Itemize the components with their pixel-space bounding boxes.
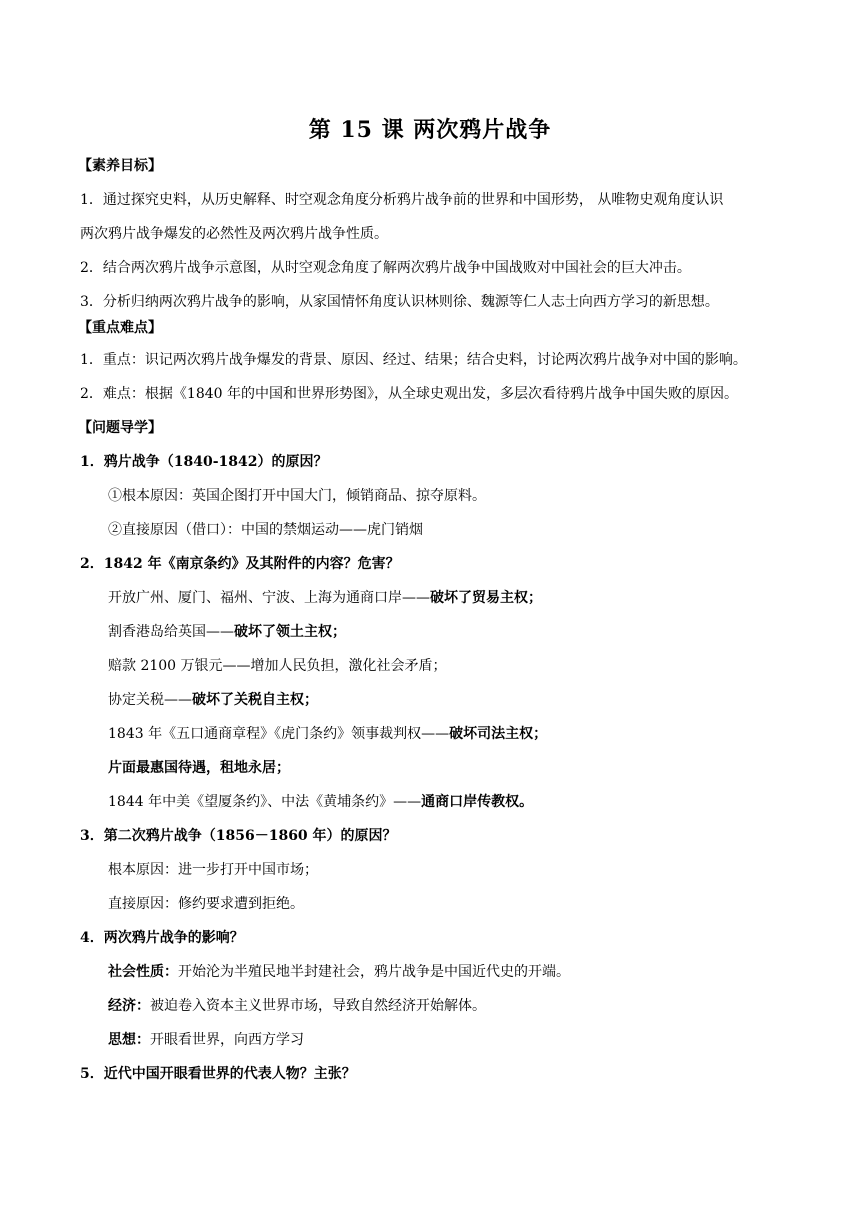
q2-line-1-bold: 破坏了贸易主权； <box>430 590 542 606</box>
q4-line-2-text: 被迫卷入资本主义世界市场，导致自然经济开始解体。 <box>150 998 486 1014</box>
q2-line-5-bold: 破坏司法主权； <box>449 726 548 742</box>
q3-answer-b: 直接原因：修约要求遭到拒绝。 <box>108 896 304 912</box>
q4-line-1-text: 开始沦为半殖民地半封建社会，鸦片战争是中国近代史的开端。 <box>178 964 570 980</box>
q4-line-2-label: 经济： <box>108 998 150 1014</box>
q3-answer-a: 根本原因：进一步打开中国市场； <box>108 862 318 878</box>
goal-2: 2．结合两次鸦片战争示意图，从时空观念角度了解两次鸦片战争中国战败对中国社会的巨大冲击。 <box>80 260 691 276</box>
question-3-title: 3．第二次鸦片战争（1856－1860 年）的原因？ <box>80 828 397 844</box>
q2-line-1-text: 开放广州、厦门、福州、宁波、上海为通商口岸—— <box>108 590 430 606</box>
question-1-title: 1．鸦片战争（1840-1842）的原因？ <box>80 454 328 470</box>
q2-line-5 <box>108 724 547 744</box>
q2-line-4-text: 协定关税—— <box>108 692 192 708</box>
q4-line-3-text: 开眼看世界，向西方学习 <box>150 1032 304 1048</box>
q2-line-4-bold: 破坏了关税自主权； <box>192 692 318 708</box>
q4-line-2 <box>108 996 486 1016</box>
q2-line-5-text: 1843 年《五口通商章程》《虎门条约》领事裁判权—— <box>108 726 450 742</box>
q1-answer-b: ②直接原因（借口）：中国的禁烟运动——虎门销烟 <box>108 522 423 538</box>
q4-line-1-label: 社会性质： <box>108 964 178 980</box>
section-guide-heading: 【问题导学】 <box>78 420 162 436</box>
q2-line-1 <box>108 588 542 608</box>
q2-line-7-text: 1844 年中美《望厦条约》、中法《黄埔条约》—— <box>108 794 422 810</box>
q2-line-7 <box>108 792 533 812</box>
q2-line-2 <box>108 622 346 642</box>
section-goals-heading: 【素养目标】 <box>78 158 162 174</box>
q4-line-1 <box>108 962 570 982</box>
section-key-heading: 【重点难点】 <box>78 320 162 336</box>
q2-line-4 <box>108 690 318 710</box>
q2-line-7-bold: 通商口岸传教权。 <box>421 794 534 810</box>
q2-line-2-bold: 破坏了领土主权； <box>234 624 346 640</box>
question-4-title: 4．两次鸦片战争的影响？ <box>80 930 244 946</box>
q1-answer-a: ①根本原因：英国企图打开中国大门，倾销商品、掠夺原料。 <box>108 488 486 504</box>
q2-line-2-text: 割香港岛给英国—— <box>108 624 234 640</box>
q4-line-3-label: 思想： <box>108 1032 150 1048</box>
question-2-title: 2．1842 年《南京条约》及其附件的内容？危害？ <box>80 556 400 572</box>
key-point-1: 1．重点：识记两次鸦片战争爆发的背景、原因、经过、结果；结合史料，讨论两次鸦片战争对中国的影响。 <box>80 352 747 368</box>
goal-3: 3．分析归纳两次鸦片战争的影响，从家国情怀角度认识林则徐、魏源等仁人志士向西方学习的新思想。 <box>80 294 719 310</box>
question-5-title: 5．近代中国开眼看世界的代表人物？主张？ <box>80 1066 356 1082</box>
q2-line-6: 片面最惠国待遇，租地永居； <box>108 760 290 776</box>
q4-line-3 <box>108 1030 304 1050</box>
q2-line-3: 赔款 2100 万银元——增加人民负担，激化社会矛盾； <box>108 658 447 674</box>
lesson-title: 第 15 课 两次鸦片战争 <box>308 117 552 143</box>
goal-1-line-2: 两次鸦片战争爆发的必然性及两次鸦片战争性质。 <box>80 226 388 242</box>
key-point-2: 2．难点：根据《1840 年的中国和世界形势图》，从全球史观出发，多层次看待鸦片战争中国失败的原因。 <box>80 386 738 402</box>
goal-1-line-1: 1．通过探究史料，从历史解释、时空观念角度分析鸦片战争前的世界和中国形势， 从唯物史观角度认识 <box>80 192 724 208</box>
